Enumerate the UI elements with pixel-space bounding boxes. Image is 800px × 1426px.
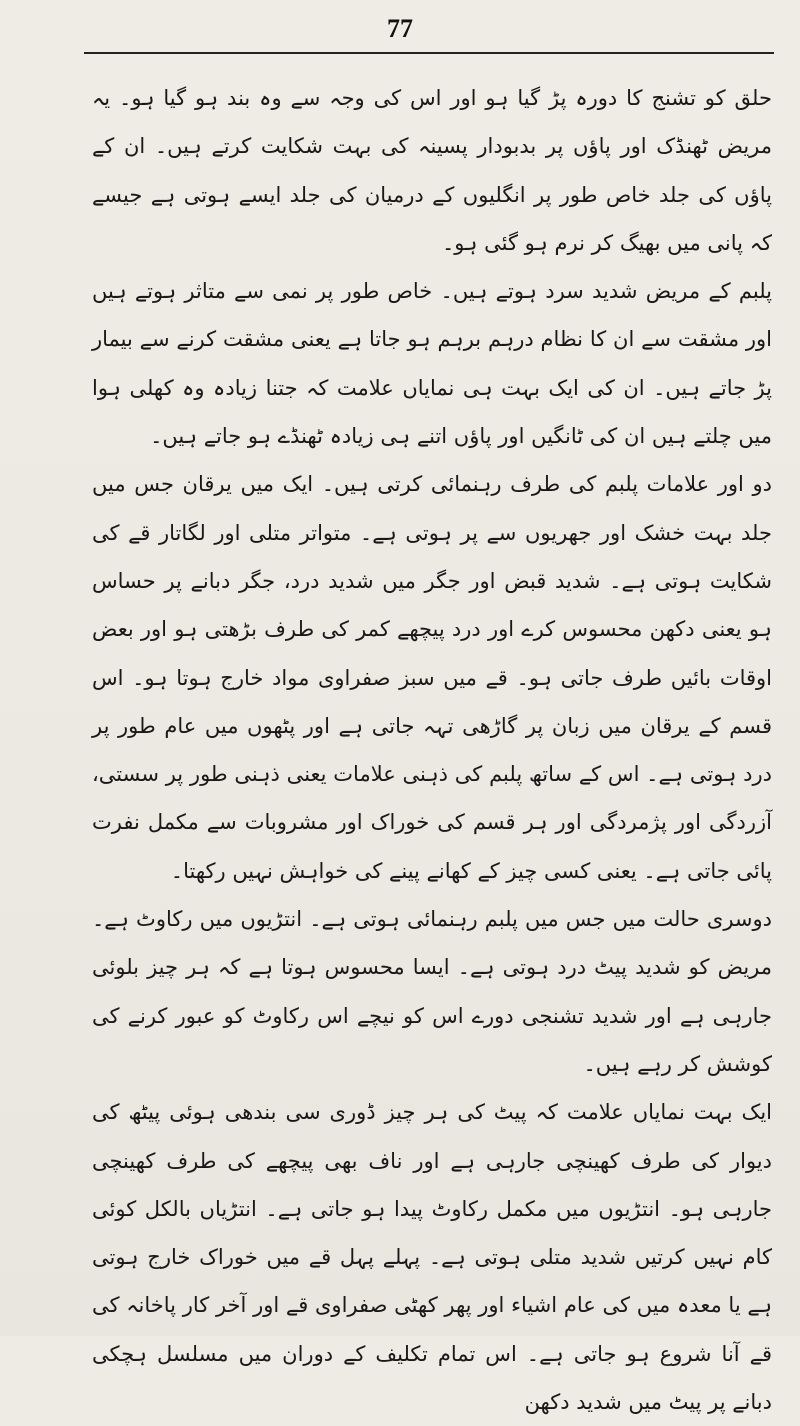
paragraph-1: حلق کو تشنج کا دورہ پڑ گیا ہو اور اس کی وجہ سے وہ بند ہو گیا ہو۔ یہ مریض ٹھنڈک اور پاؤں پر بدبودار پسینہ کی بہت شکایت کرتے ہیں۔ ان کے پاؤں کی جلد خاص طور پر انگلیوں کے درمیان کی جلد ایسے ہوتی ہے جیسے کہ پانی میں بھیگ کر نرم ہو گئی ہو۔: [92, 86, 772, 255]
header-rule: [84, 52, 774, 54]
paragraph-5: ایک بہت نمایاں علامت کہ پیٹ کی ہر چیز ڈوری سی بندھی ہوئی پیٹھ کی دیوار کی طرف کھینچی جارہی ہے اور ناف بھی پیچھے کی طرف کھینچی جارہی ہو۔ انتڑیوں میں مکمل رکاوٹ پیدا ہو جاتی ہے۔ انتڑیاں بالکل کوئی کام نہیں کرتیں شدید متلی ہوتی ہے۔ پہلے پہل قے میں خوراک خارج ہوتی ہے یا معدہ میں کی عام اشیاء اور پھر کھٹی صفراوی قے اور آخر کار پاخانہ کی قے آنا شروع ہو جاتی ہے۔ اس تمام تکلیف کے دوران میں مسلسل ہچکی دبانے پر پیٹ میں شدید دکھن: [92, 1100, 772, 1415]
paragraph-4: دوسری حالت میں جس میں پلبم رہنمائی ہوتی ہے۔ انتڑیوں میں رکاوٹ ہے۔ مریض کو شدید پیٹ درد ہوتی ہے۔ ایسا محسوس ہوتا ہے کہ ہر چیز بلوئی جارہی ہے اور شدید تشنجی دورے اس کو نیچے اس رکاوٹ کو عبور کرنے کی کوشش کر رہے ہیں۔: [92, 907, 772, 1076]
page-number: 77: [387, 14, 413, 43]
paragraph-2: پلبم کے مریض شدید سرد ہوتے ہیں۔ خاص طور پر نمی سے متاثر ہوتے ہیں اور مشقت سے ان کا نظام درہم برہم ہو جاتا ہے یعنی مشقت کرنے سے بیمار پڑ جاتے ہیں۔ ان کی ایک بہت ہی نمایاں علامت کہ جتنا زیادہ وہ کھلی ہوا میں چلتے ہیں ان کی ٹانگیں اور پاؤں اتنے ہی زیادہ ٹھنڈے ہو جاتے ہیں۔: [92, 279, 772, 449]
paragraph-3: دو اور علامات پلبم کی طرف رہنمائی کرتی ہیں۔ ایک میں یرقان جس میں جلد بہت خشک اور جھریوں سے پر ہوتی ہے۔ متواتر متلی اور لگاتار قے کی شکایت ہوتی ہے۔ شدید قبض اور جگر میں شدید درد، جگر دبانے پر حساس ہو یعنی دکھن محسوس کرے اور درد پیچھے کمر کی طرف بڑھتی ہو اور بعض اوقات بائیں طرف جاتی ہو۔ قے میں سبز صفراوی مواد خارج ہوتا ہو۔ اس قسم کے یرقان میں زبان پر گاڑھی تہہ جاتی ہے اور پٹھوں میں عام طور پر درد ہوتی ہے۔ اس کے ساتھ پلبم کی ذہنی علامات یعنی ذہنی طور پر سستی، آزردگی اور پژمردگی اور ہر قسم کی خوراک اور مشروبات سے مکمل نفرت پائی جاتی ہے۔ یعنی کسی چیز کے کھانے پینے کی خواہش نہیں رکھتا۔: [92, 472, 772, 883]
body-text: [92, 74, 772, 1426]
